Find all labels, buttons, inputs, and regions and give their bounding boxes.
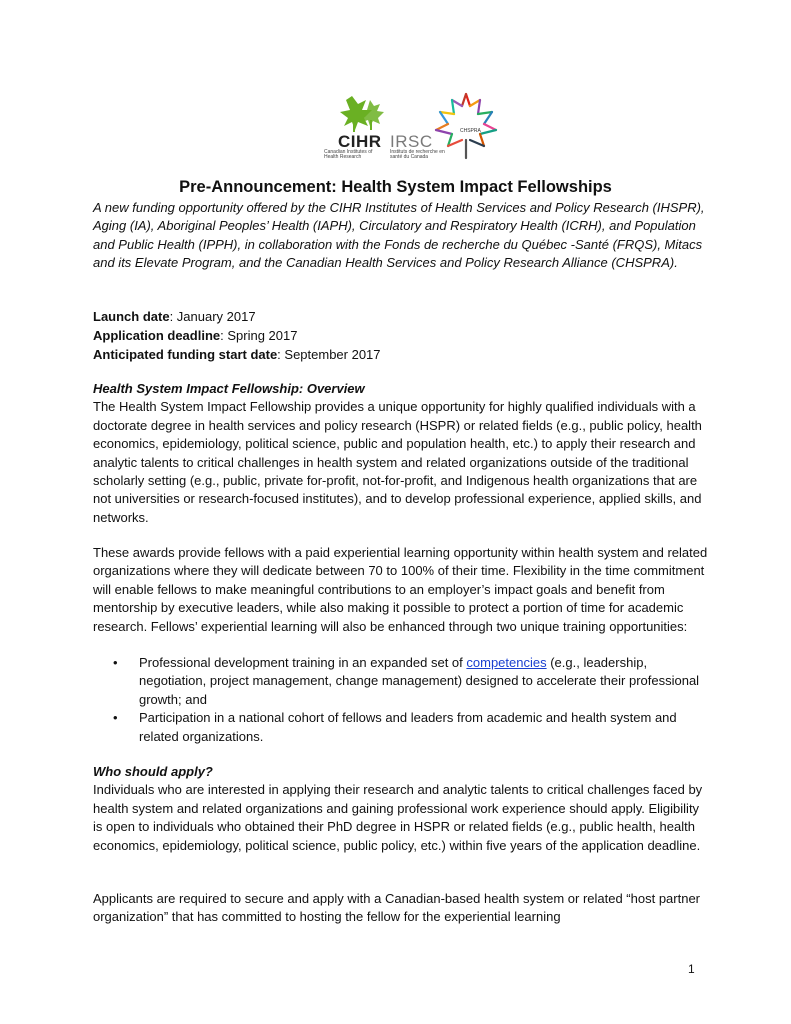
application-deadline: Application deadline: Spring 2017 bbox=[93, 328, 298, 343]
list-item: • Professional development training in an expanded set of competencies (e.g., leadership, negotiation, project management, change management) designed to accelerate their professional growth; and bbox=[113, 655, 700, 707]
header-logos bbox=[322, 92, 502, 164]
competencies-link[interactable]: competencies bbox=[466, 655, 547, 670]
launch-date: Launch date: January 2017 bbox=[93, 309, 256, 324]
cihr-wordmark: CIHR bbox=[338, 132, 382, 151]
bullet-icon: • bbox=[113, 655, 118, 670]
who-heading: Who should apply? bbox=[93, 764, 213, 779]
cihr-subtitle: Canadian Institutes of Health Research bbox=[324, 149, 373, 160]
overview-paragraph-1: The Health System Impact Fellowship provides a unique opportunity for highly qualified individuals with a doctorate degree in health services and policy research (HSPR) or related fields (e.g., public policy, health economics, epidemiology, political science, public and population health, etc.) to apply their research and analytic talents to critical challenges in health system and related organizations outside of the traditional scholarly setting (e.g., public, private for-profit, not-for-profit, and Indigenous health organizations that are not universities or research-focused institutes), and to develop professional experience, applied skills, and networks. bbox=[93, 399, 702, 525]
irsc-wordmark: IRSC bbox=[390, 132, 433, 151]
who-section bbox=[93, 763, 708, 855]
intro-paragraph: A new funding opportunity offered by the CIHR Institutes of Health Services and Policy Research (IHSPR), Aging (IA), Aboriginal Peoples’ Health (IAPH), Circulatory and Respiratory Health (ICRH), and Population and Public Health (IPPH), in collaboration with the Fonds de recherche du Québec -Santé (FRQS), Mitacs and its Elevate Program, and the Canadian Health Services and Policy Research Alliance (CHSPRA). bbox=[93, 200, 705, 271]
irsc-subtitle: Instituts de recherche en santé du Canada bbox=[390, 149, 445, 160]
chspra-label: CHSPRA bbox=[460, 128, 481, 134]
who-paragraph-1: Individuals who are interested in applying their research and analytic talents to critical challenges faced by health system and related organizations and gaining professional work experience should apply. Eligibility is open to individuals who obtained their PhD degree in HSPR or related fields (e.g., public health, health economics, epidemiology, political science, public policy, etc.) within five years of the application deadline. bbox=[93, 782, 703, 853]
page-number: 1 bbox=[688, 962, 695, 976]
overview-section bbox=[93, 380, 708, 527]
bullet-icon: • bbox=[113, 710, 118, 726]
page-title: Pre-Announcement: Health System Impact Fellowships bbox=[179, 178, 612, 196]
chspra-maple-logo bbox=[430, 92, 502, 162]
key-dates bbox=[93, 307, 708, 364]
who-paragraph-2: Applicants are required to secure and apply with a Canadian-based health system or related “host partner organization” that has committed to hosting the fellow for the experiential learning bbox=[93, 891, 701, 925]
overview-paragraph-2: These awards provide fellows with a paid experiential learning opportunity within health system and related organizations where they will dedicate between 70 to 100% of their time. Flexibility in the time commitment will enable fellows to make meaningful contributions to an employer’s impact goals and benefit from mentorship by executive leaders, while also making it possible to protect a portion of time for academic research. Fellows’ experiential learning will also be enhanced through two unique training opportunities: bbox=[93, 545, 708, 634]
list-item: • Participation in a national cohort of fellows and leaders from academic and health system and related organizations. bbox=[113, 710, 677, 744]
training-bullet-list bbox=[93, 654, 708, 746]
funding-start-date: Anticipated funding start date: September 2017 bbox=[93, 347, 381, 362]
overview-heading: Health System Impact Fellowship: Overview bbox=[93, 381, 365, 396]
